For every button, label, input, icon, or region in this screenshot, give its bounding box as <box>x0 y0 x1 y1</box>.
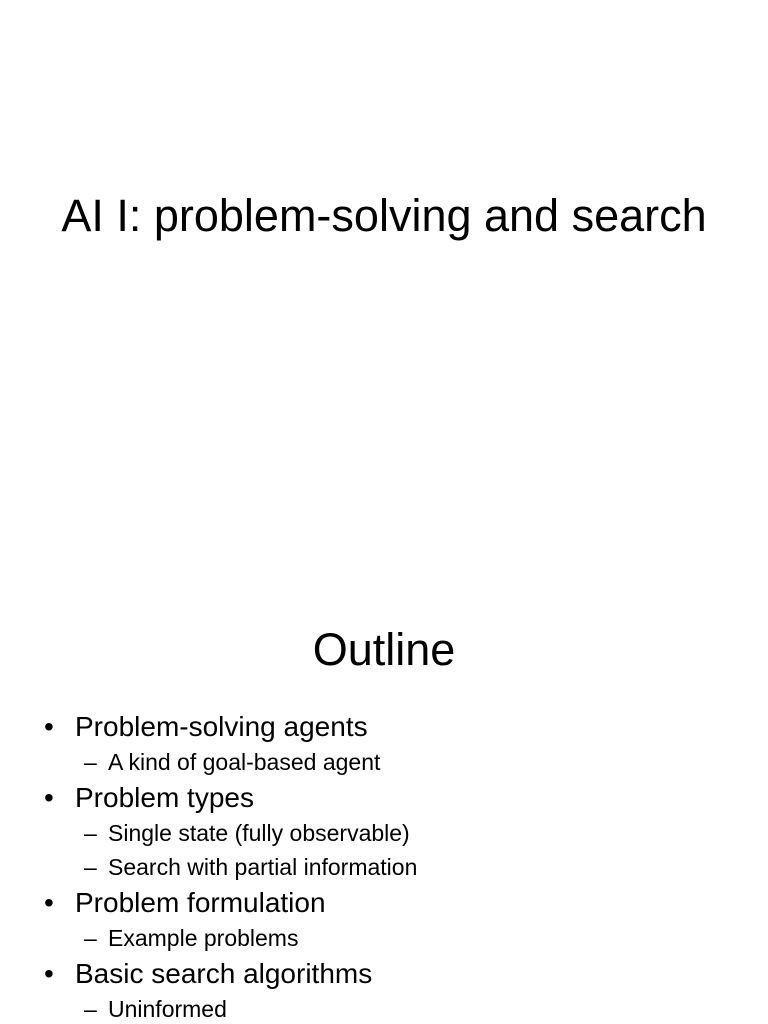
list-item-text: Problem types <box>75 782 254 813</box>
sub-list-item-text: Search with partial information <box>108 854 418 880</box>
sub-list <box>75 816 768 884</box>
sub-list-item-text: Example problems <box>108 925 299 951</box>
sub-list-item <box>0 816 768 850</box>
sub-list-item <box>0 850 768 884</box>
sub-list-item-text: Single state (fully observable) <box>108 820 410 846</box>
list-item-text: Problem-solving agents <box>75 711 368 742</box>
dash-icon: – <box>84 820 97 846</box>
sub-list <box>75 992 768 1024</box>
sub-list-item-text: A kind of goal-based agent <box>108 749 381 775</box>
dash-icon: – <box>84 749 97 775</box>
bullet-icon: • <box>44 782 54 813</box>
outline-list <box>0 708 768 1024</box>
sub-list-item-text: Uninformed <box>108 996 227 1022</box>
bullet-icon: • <box>44 887 54 918</box>
list-item <box>0 779 768 884</box>
list-item <box>0 708 768 779</box>
dash-icon: – <box>84 854 97 880</box>
dash-icon: – <box>84 925 97 951</box>
dash-icon: – <box>84 996 97 1022</box>
sub-list-item <box>0 745 768 779</box>
bullet-icon: • <box>44 711 54 742</box>
slide-title: AI I: problem-solving and search <box>61 190 707 241</box>
list-item-text: Basic search algorithms <box>75 958 373 989</box>
sub-list-item <box>0 921 768 955</box>
sub-list <box>75 921 768 955</box>
slide-title: Outline <box>312 624 456 675</box>
sub-list-item <box>0 992 768 1024</box>
bullet-icon: • <box>44 958 54 989</box>
list-item <box>0 955 768 1024</box>
outline-slide <box>0 540 768 1024</box>
list-item <box>0 884 768 955</box>
sub-list <box>75 745 768 779</box>
list-item-text: Problem formulation <box>75 887 326 918</box>
